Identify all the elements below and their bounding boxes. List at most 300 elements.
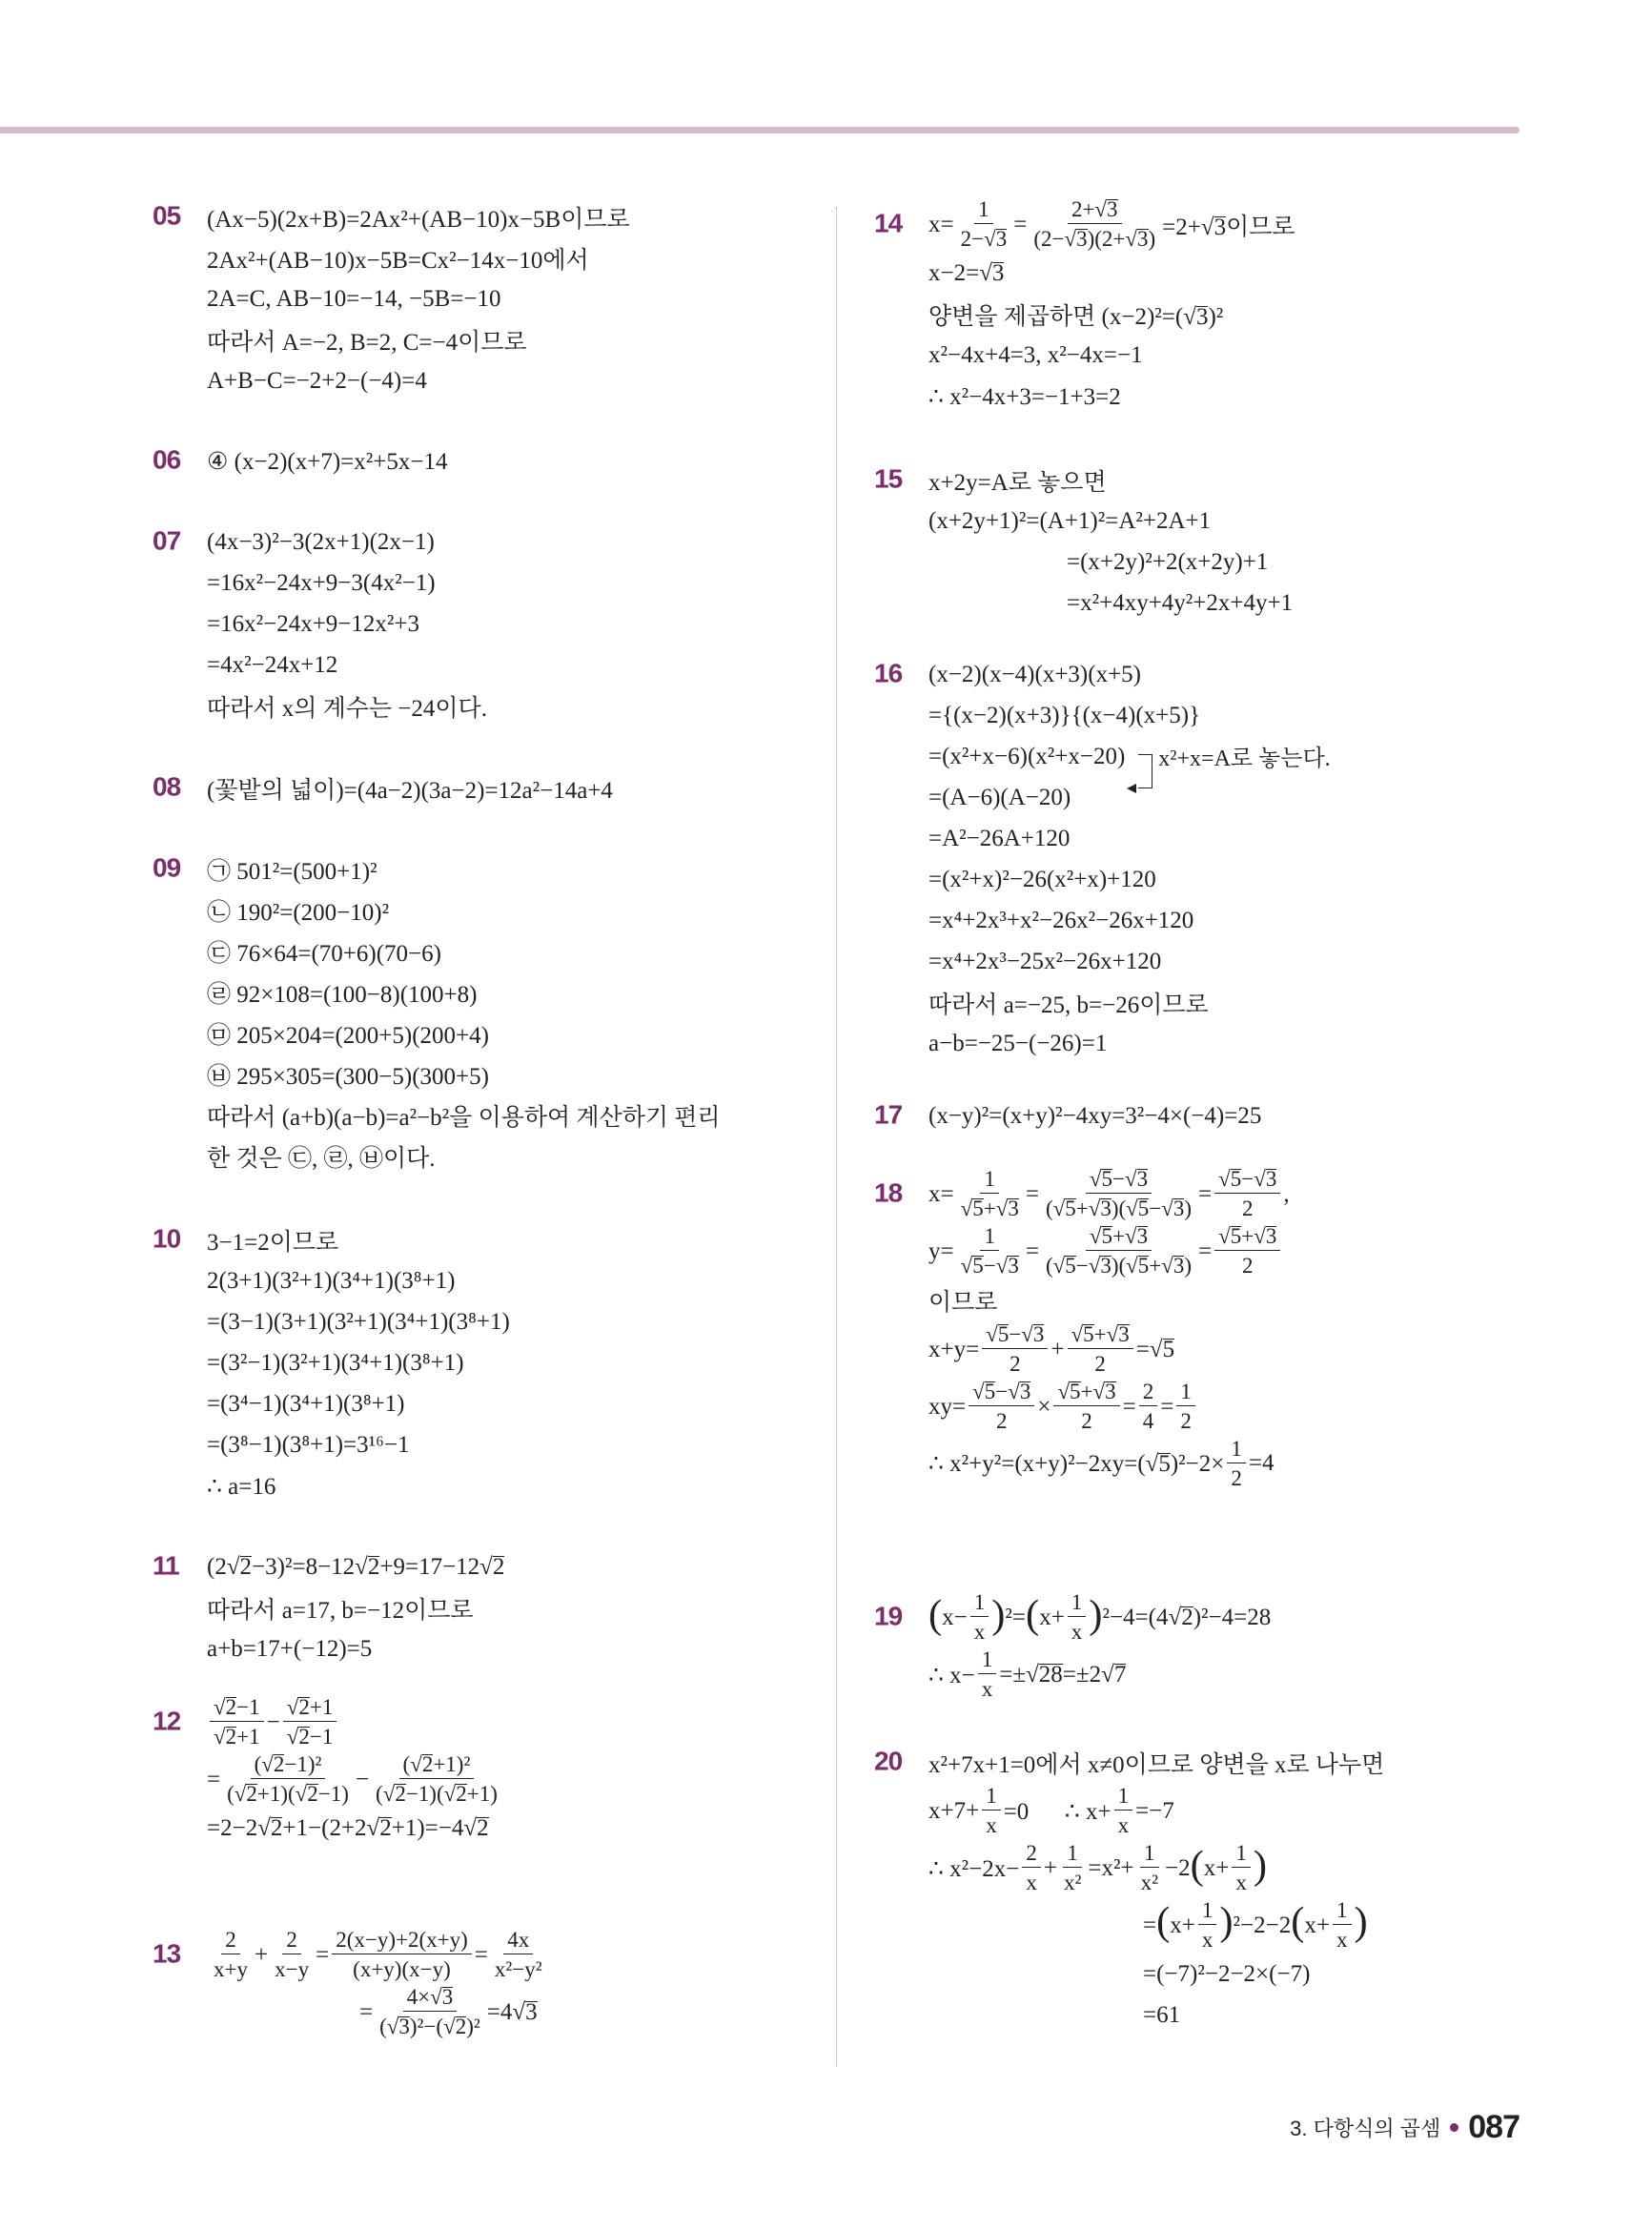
numerator: √5−√3 xyxy=(1086,1165,1152,1194)
math-text: =2−2√2+1−(2+2√2+1)=−4√2 xyxy=(207,1815,489,1842)
denominator: √2+1 xyxy=(214,1725,260,1749)
math-text: (x−2)(x−4)(x+3)(x+5) xyxy=(928,661,1141,687)
math-text: ={(x−2)(x+3)}{(x−4)(x+5)} xyxy=(928,702,1201,728)
math-text: = xyxy=(1122,1393,1136,1420)
fraction xyxy=(1068,1320,1133,1378)
math-text: ∴ a=16 xyxy=(207,1473,276,1500)
denominator: 2 xyxy=(1241,1197,1254,1221)
math-text: = xyxy=(1160,1393,1174,1420)
solution-line xyxy=(207,1341,510,1382)
fraction xyxy=(957,1165,1023,1222)
solution-line xyxy=(928,1782,1384,1839)
math-text: =2+√3이므로 xyxy=(1162,214,1295,240)
problem-13 xyxy=(153,1926,549,2040)
numerator: √5+√3 xyxy=(1053,1378,1119,1406)
math-text: −2 xyxy=(1164,1854,1191,1881)
math-text: =−7 xyxy=(1135,1797,1174,1824)
solution-line xyxy=(153,767,613,808)
problem-20 xyxy=(874,1741,1385,2036)
denominator: x² xyxy=(1140,1871,1158,1895)
solution-line xyxy=(874,653,1331,694)
fraction xyxy=(1333,1896,1352,1954)
math-text: =4x²−24x+12 xyxy=(207,651,338,678)
problem-number: 13 xyxy=(153,1938,181,1969)
fraction xyxy=(1114,1782,1133,1839)
problem-16 xyxy=(874,653,1331,1063)
denominator: (√5+√3)(√5−√3) xyxy=(1045,1197,1193,1221)
math-text: A+B−C=−2+2−(−4)=4 xyxy=(207,367,427,394)
numerator: 1 xyxy=(1227,1435,1246,1463)
fraction xyxy=(283,1693,337,1750)
denominator: x xyxy=(1026,1871,1037,1895)
fraction xyxy=(1176,1378,1195,1435)
fraction xyxy=(372,1750,501,1808)
solution-line xyxy=(928,940,1331,981)
problem-number: 20 xyxy=(874,1745,903,1775)
math-text: =(x+2y)²+2(x+2y)+1 xyxy=(1067,548,1269,575)
big-parenthesis: ) xyxy=(1219,1899,1234,1945)
math-text: x+ xyxy=(1170,1912,1195,1938)
math-text: = xyxy=(359,1998,374,2025)
math-text: =±√28=±2√7 xyxy=(999,1661,1127,1688)
math-text: =x⁴+2x³−25x²−26x+120 xyxy=(928,948,1162,974)
denominator: x²−y² xyxy=(494,1957,542,1982)
fraction xyxy=(1042,1165,1195,1222)
numerator: 1 xyxy=(980,1222,999,1251)
math-text: ²= xyxy=(1005,1604,1027,1630)
math-text: ²−4=(4√2)²−4=28 xyxy=(1102,1604,1272,1630)
numerator: 1 xyxy=(1114,1782,1133,1811)
numerator: 1 xyxy=(974,195,993,224)
math-text: (2√2−3)²=8−12√2+9=17−12√2 xyxy=(207,1553,505,1580)
solution-line xyxy=(207,236,630,277)
math-text: = xyxy=(1143,1912,1157,1938)
denominator: 2 xyxy=(1231,1465,1242,1490)
math-text: 2(3+1)(3²+1)(3⁴+1)(3⁸+1) xyxy=(207,1267,456,1294)
problem-number: 07 xyxy=(153,524,181,555)
problem-18 xyxy=(874,1165,1290,1491)
denominator: 2 xyxy=(1010,1352,1021,1377)
math-text: =(3²−1)(3²+1)(3⁴+1)(3⁸+1) xyxy=(207,1349,464,1376)
solution-line xyxy=(153,440,448,481)
denominator: √2−1 xyxy=(286,1725,334,1749)
denominator: (√2+1)(√2−1) xyxy=(227,1782,349,1807)
solution-line xyxy=(928,1279,1290,1320)
denominator: x+y xyxy=(214,1957,248,1982)
math-text: ㉥ 295×305=(300−5)(300+5) xyxy=(207,1063,489,1090)
solution-line xyxy=(207,1627,504,1668)
problem-number: 17 xyxy=(874,1098,903,1129)
solution-line xyxy=(207,1053,721,1094)
math-text: × xyxy=(1037,1393,1051,1420)
fraction xyxy=(271,1926,313,1983)
math-text: x+ xyxy=(1039,1604,1065,1630)
solution-line xyxy=(874,1588,1272,1646)
problem-number: 14 xyxy=(874,208,903,238)
math-text: x= xyxy=(928,211,954,237)
numerator: √5+√3 xyxy=(1086,1222,1152,1251)
denominator: x xyxy=(1336,1928,1348,1953)
solution-line xyxy=(928,899,1331,940)
math-text: x+2y=A로 놓으면 xyxy=(928,469,1107,496)
math-text: + xyxy=(1050,1336,1065,1362)
solution-line xyxy=(207,1135,721,1176)
math-text: = xyxy=(1198,1180,1213,1207)
fraction xyxy=(1227,1435,1246,1492)
solution-line xyxy=(928,1896,1384,1954)
solution-line xyxy=(207,318,630,359)
solution-line xyxy=(874,195,1295,253)
math-text: ∴ x²−2x− xyxy=(928,1855,1020,1882)
denominator: 2 xyxy=(995,1409,1008,1434)
solution-line xyxy=(928,817,1331,858)
solution-line xyxy=(874,1095,1262,1135)
solution-line xyxy=(928,1320,1290,1378)
numerator: √2−1 xyxy=(210,1693,264,1722)
math-text: x+y= xyxy=(928,1336,980,1362)
numerator: 2(x−y)+2(x+y) xyxy=(332,1926,472,1954)
math-text: =(x²+x)²−26(x²+x)+120 xyxy=(928,866,1156,892)
denominator: x xyxy=(986,1813,997,1838)
denominator: 2 xyxy=(1180,1409,1192,1434)
numerator: (√2+1)² xyxy=(399,1750,475,1779)
fraction xyxy=(970,1588,989,1646)
fraction xyxy=(978,1646,997,1703)
math-text: 따라서 a=−25, b=−26이므로 xyxy=(928,992,1209,1018)
math-text: a−b=−25−(−26)=1 xyxy=(928,1030,1108,1056)
math-text: 이므로 xyxy=(928,1290,998,1317)
numerator: 2 xyxy=(1022,1839,1041,1868)
problem-10 xyxy=(153,1218,510,1505)
math-text: =4 xyxy=(1248,1450,1275,1477)
math-text: 따라서 x의 계수는 −24이다. xyxy=(207,695,487,722)
math-text: ²−2−2 xyxy=(1233,1912,1292,1938)
denominator: (x+y)(x−y) xyxy=(353,1957,451,1982)
numerator: 2 xyxy=(221,1926,240,1954)
solution-line xyxy=(928,1435,1290,1492)
big-parenthesis: ) xyxy=(1089,1591,1103,1637)
numerator: (√2−1)² xyxy=(251,1750,326,1779)
math-text: x+7+ xyxy=(928,1797,980,1824)
numerator: 1 xyxy=(980,1165,999,1194)
math-text: ∴ x− xyxy=(928,1662,975,1688)
solution-line xyxy=(207,359,630,400)
math-text: =x²+ xyxy=(1088,1854,1134,1881)
problem-number: 15 xyxy=(874,462,903,493)
solution-line xyxy=(928,376,1295,417)
solution-line xyxy=(207,1464,510,1505)
big-parenthesis: ( xyxy=(1190,1842,1204,1888)
math-text: ∴ x²+y²=(x+y)²−2xy=(√5)²−2× xyxy=(928,1451,1225,1478)
math-text: =(A−6)(A−20) xyxy=(928,784,1071,810)
solution-line xyxy=(207,1586,504,1627)
denominator: √5+√3 xyxy=(960,1197,1019,1221)
fraction xyxy=(1139,1378,1158,1435)
solution-line xyxy=(928,981,1331,1022)
fraction xyxy=(1053,1378,1119,1435)
denominator: 2 xyxy=(1094,1352,1106,1377)
numerator: √5−√3 xyxy=(982,1320,1048,1349)
page-number: 087 xyxy=(1468,2109,1519,2145)
math-text: x− xyxy=(942,1604,968,1630)
solution-line xyxy=(153,1545,505,1586)
problem-11 xyxy=(153,1545,505,1668)
problem-07 xyxy=(153,521,487,726)
math-text: =√5 xyxy=(1135,1336,1175,1362)
chapter-title: 3. 다항식의 곱셈 xyxy=(1290,2117,1441,2140)
solution-line xyxy=(928,1995,1384,2036)
math-text: ㉣ 92×108=(100−8)(100+8) xyxy=(207,981,478,1008)
problem-number: 09 xyxy=(153,851,181,882)
solution-line xyxy=(928,858,1331,899)
denominator: x−y xyxy=(275,1957,310,1982)
solution-line xyxy=(928,335,1295,376)
math-text: =x⁴+2x³+x²−26x²−26x+120 xyxy=(928,907,1194,933)
fraction xyxy=(1214,1222,1280,1279)
numerator: 1 xyxy=(1198,1896,1217,1925)
problem-number: 05 xyxy=(153,199,181,230)
denominator: √5−√3 xyxy=(960,1254,1019,1279)
solution-line xyxy=(874,1741,1385,1782)
math-text: x+ xyxy=(1304,1912,1330,1938)
numerator: √5+√3 xyxy=(1068,1320,1133,1349)
solution-line xyxy=(207,1750,504,1808)
solution-line xyxy=(928,1222,1290,1279)
problem-06 xyxy=(153,440,448,481)
fraction xyxy=(223,1750,353,1808)
problem-number: 19 xyxy=(874,1601,903,1631)
math-text: 2Ax²+(AB−10)x−5B=Cx²−14x−10에서 xyxy=(207,247,589,274)
problem-08 xyxy=(153,767,613,808)
solution-line xyxy=(928,735,1331,776)
math-text: (x+2y+1)²=(A+1)²=A²+2A+1 xyxy=(928,507,1212,534)
denominator: (√3)²−(√2)² xyxy=(379,2015,480,2039)
denominator: 2 xyxy=(1241,1254,1254,1279)
math-text: (4x−3)²−3(2x+1)(2x−1) xyxy=(207,528,435,555)
numerator: 1 xyxy=(1063,1839,1082,1868)
annotation xyxy=(1138,739,1330,773)
math-text: =(−7)²−2−2×(−7) xyxy=(1143,1961,1311,1988)
fraction xyxy=(957,1222,1023,1279)
numerator: 2 xyxy=(1139,1378,1158,1406)
fraction xyxy=(969,1378,1034,1435)
fraction xyxy=(1214,1165,1280,1222)
problem-number: 18 xyxy=(874,1177,903,1208)
numerator: 1 xyxy=(1068,1588,1087,1617)
solution-line xyxy=(207,889,721,930)
solution-line xyxy=(207,1259,510,1300)
solution-line xyxy=(928,1839,1384,1896)
math-text: xy= xyxy=(928,1393,967,1420)
numerator: 2 xyxy=(282,1926,301,1954)
solution-line xyxy=(207,1094,721,1135)
problem-number: 16 xyxy=(874,657,903,687)
fraction xyxy=(210,1926,252,1983)
numerator: √5+√3 xyxy=(1214,1222,1280,1251)
solution-line xyxy=(928,1954,1384,1995)
math-text: =A²−26A+120 xyxy=(928,825,1071,851)
bullet-dot-icon xyxy=(1450,2123,1458,2132)
problem-14 xyxy=(874,195,1295,417)
math-text: = xyxy=(474,1941,488,1968)
solution-line xyxy=(928,541,1293,582)
annotation-text: x²+x=A로 놓는다. xyxy=(1158,747,1331,771)
problem-number: 06 xyxy=(153,443,181,474)
solution-line xyxy=(874,1165,1290,1222)
solution-line xyxy=(153,195,630,236)
solution-line xyxy=(207,685,487,726)
math-text: x+ xyxy=(1203,1854,1230,1881)
numerator: 1 xyxy=(978,1646,997,1674)
math-text: 한 것은 ㉢, ㉣, ㉥이다. xyxy=(207,1145,436,1172)
denominator: (√2−1)(√2+1) xyxy=(376,1782,498,1807)
problem-05 xyxy=(153,195,630,400)
math-text: + xyxy=(254,1941,269,1968)
solution-line xyxy=(207,603,487,644)
math-text: , xyxy=(1283,1180,1290,1207)
math-text: ㉢ 76×64=(70+6)(70−6) xyxy=(207,940,441,967)
solution-line xyxy=(928,1646,1271,1703)
fraction xyxy=(1022,1839,1041,1896)
solution-line xyxy=(874,459,1293,500)
math-text: =16x²−24x+9−3(4x²−1) xyxy=(207,569,436,596)
solution-line xyxy=(207,1808,504,1849)
denominator: x xyxy=(1235,1871,1247,1895)
math-text: 따라서 (a+b)(a−b)=a²−b²을 이용하여 계산하기 편리 xyxy=(207,1104,721,1131)
math-text: 양변을 제곱하면 (x−2)²=(√3)² xyxy=(928,304,1224,331)
numerator: 1 xyxy=(1176,1378,1195,1406)
solution-line xyxy=(207,644,487,685)
solution-line xyxy=(153,848,721,889)
solution-line xyxy=(207,971,721,1012)
denominator: x xyxy=(973,1620,986,1645)
solution-line xyxy=(153,1218,510,1259)
fraction xyxy=(1068,1588,1087,1646)
fraction xyxy=(982,1782,1001,1839)
solution-line xyxy=(207,1382,510,1423)
problem-19 xyxy=(874,1588,1272,1703)
problem-number: 11 xyxy=(153,1549,179,1580)
math-text: − xyxy=(266,1708,280,1735)
solution-line xyxy=(207,1300,510,1341)
solution-line xyxy=(153,1926,549,1983)
math-text: 3−1=2이므로 xyxy=(207,1229,339,1256)
solution-line xyxy=(928,1022,1331,1063)
problem-number: 10 xyxy=(153,1222,181,1253)
fraction xyxy=(982,1320,1048,1378)
column-divider xyxy=(836,207,837,2066)
solution-line xyxy=(928,1378,1290,1435)
numerator: √2+1 xyxy=(283,1693,337,1722)
solution-line xyxy=(207,930,721,971)
denominator: (√5−√3)(√5+√3) xyxy=(1045,1254,1193,1279)
math-text: ㉡ 190²=(200−10)² xyxy=(207,899,390,926)
fraction xyxy=(1198,1896,1217,1954)
fraction xyxy=(332,1926,472,1983)
fraction xyxy=(491,1926,546,1983)
math-text: = xyxy=(1025,1180,1039,1207)
math-text: ㉠ 501²=(500+1)² xyxy=(207,858,377,885)
denominator: x xyxy=(981,1677,993,1702)
problem-15 xyxy=(874,459,1294,623)
math-text: ④ (x−2)(x+7)=x²+5x−14 xyxy=(207,448,448,475)
fraction xyxy=(1030,195,1159,253)
denominator: (2−√3)(2+√3) xyxy=(1033,227,1156,252)
solution-line xyxy=(928,500,1293,541)
fraction xyxy=(210,1693,264,1750)
solution-line xyxy=(153,1693,504,1750)
solution-line xyxy=(928,582,1293,623)
math-text: + xyxy=(1043,1854,1057,1881)
fraction xyxy=(1060,1839,1085,1896)
math-text: = xyxy=(1198,1238,1213,1264)
math-text: =x²+4xy+4y²+2x+4y+1 xyxy=(1067,589,1294,616)
solution-line xyxy=(153,521,487,562)
math-text: ㉤ 205×204=(200+5)(200+4) xyxy=(207,1022,489,1049)
big-parenthesis: ( xyxy=(1291,1899,1305,1945)
math-text: − xyxy=(355,1766,370,1792)
solution-line xyxy=(928,694,1331,735)
math-text: 2A=C, AB−10=−14, −5B=−10 xyxy=(207,285,501,312)
math-text: ∴ x²−4x+3=−1+3=2 xyxy=(928,384,1121,411)
math-text: = xyxy=(1013,211,1028,237)
numerator: 4×√3 xyxy=(403,1983,458,2012)
math-text: 따라서 A=−2, B=2, C=−4이므로 xyxy=(207,329,527,356)
numerator: 4x xyxy=(503,1926,533,1954)
page-footer xyxy=(1290,2109,1519,2146)
math-text: =(3−1)(3+1)(3²+1)(3⁴+1)(3⁸+1) xyxy=(207,1308,510,1335)
denominator: 2 xyxy=(1081,1409,1092,1434)
math-text: x²−4x+4=3, x²−4x=−1 xyxy=(928,342,1143,369)
math-text: =(x²+x−6)(x²+x−20) xyxy=(928,743,1126,769)
solution-line xyxy=(928,253,1295,294)
big-parenthesis: ) xyxy=(1253,1842,1268,1888)
numerator: √5−√3 xyxy=(969,1378,1034,1406)
math-text: (x−y)²=(x+y)²−4xy=3²−4×(−4)=25 xyxy=(928,1102,1262,1129)
math-text: =16x²−24x+9−12x²+3 xyxy=(207,610,419,637)
denominator: x xyxy=(1117,1813,1130,1838)
numerator: 1 xyxy=(1232,1839,1251,1868)
solution-line xyxy=(207,1983,549,2040)
math-text: =0 ∴ x+ xyxy=(1003,1798,1112,1825)
denominator: x xyxy=(1071,1620,1083,1645)
solution-line xyxy=(207,1423,510,1464)
math-text: a+b=17+(−12)=5 xyxy=(207,1635,373,1662)
solution-line xyxy=(207,277,630,318)
math-text: =4√3 xyxy=(486,1998,538,2025)
math-text: (Ax−5)(2x+B)=2Ax²+(AB−10)x−5B이므로 xyxy=(207,206,630,233)
numerator: 1 xyxy=(982,1782,1001,1811)
math-text: (꽃밭의 넓이)=(4a−2)(3a−2)=12a²−14a+4 xyxy=(207,777,613,804)
math-text: =(3⁴−1)(3⁴+1)(3⁸+1) xyxy=(207,1390,405,1417)
big-parenthesis: ) xyxy=(991,1591,1006,1637)
math-text: x= xyxy=(928,1180,954,1207)
denominator: 4 xyxy=(1142,1409,1154,1434)
fraction xyxy=(1042,1222,1195,1279)
denominator: x² xyxy=(1063,1871,1082,1895)
math-text: y= xyxy=(928,1238,954,1264)
math-text: =(3⁸−1)(3⁸+1)=3¹⁶−1 xyxy=(207,1431,410,1458)
math-text: x²+7x+1=0에서 x≠0이므로 양변을 x로 나누면 xyxy=(928,1751,1385,1778)
numerator: √5−√3 xyxy=(1214,1165,1280,1194)
big-parenthesis: ( xyxy=(1156,1899,1171,1945)
denominator: x xyxy=(1201,1928,1214,1953)
math-text: 따라서 a=17, b=−12이므로 xyxy=(207,1597,474,1624)
problem-number: 08 xyxy=(153,770,181,801)
big-parenthesis: ) xyxy=(1354,1899,1368,1945)
math-text: = xyxy=(1025,1238,1039,1264)
fraction xyxy=(1137,1839,1162,1896)
